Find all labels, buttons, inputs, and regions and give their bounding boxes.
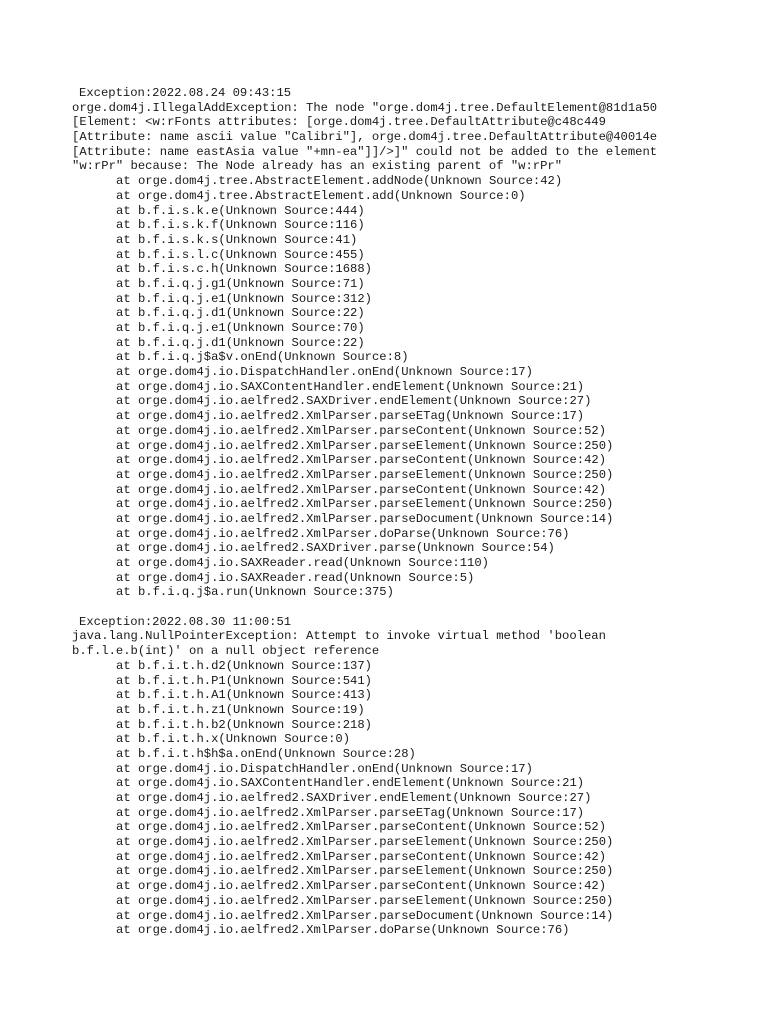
exception-message-line: [Attribute: name ascii value "Calibri"], orge.dom4j.tree.DefaultAttribute@40014e — [72, 130, 658, 145]
stack-frame: at orge.dom4j.io.aelfred2.XmlParser.parseETag(Unknown Source:17) — [116, 409, 585, 424]
stack-frame: at b.f.i.s.c.h(Unknown Source:1688) — [116, 262, 372, 277]
stack-frame: at orge.dom4j.io.aelfred2.XmlParser.parseContent(Unknown Source:42) — [116, 849, 607, 864]
stack-frame: at b.f.i.t.h.b2(Unknown Source:218) — [116, 717, 372, 732]
stack-frame: at orge.dom4j.io.aelfred2.SAXDriver.endElement(Unknown Source:27) — [116, 394, 592, 409]
stack-frame: at orge.dom4j.io.aelfred2.XmlParser.parseContent(Unknown Source:42) — [116, 482, 607, 497]
exception-message-line: b.f.l.e.b(int)' on a null object reference — [72, 644, 380, 659]
stack-frame: at orge.dom4j.io.aelfred2.XmlParser.parseETag(Unknown Source:17) — [116, 805, 585, 820]
exception-header: Exception:2022.08.24 09:43:15 — [79, 86, 292, 100]
stack-frame: at orge.dom4j.io.aelfred2.XmlParser.parseDocument(Unknown Source:14) — [116, 908, 614, 923]
stack-frame: at b.f.i.q.j.g1(Unknown Source:71) — [116, 276, 365, 291]
stack-frame: at b.f.i.q.j.e1(Unknown Source:312) — [116, 291, 372, 306]
stack-frame: at orge.dom4j.io.SAXReader.read(Unknown Source:5) — [116, 570, 475, 585]
stack-frame: at b.f.i.s.k.e(Unknown Source:444) — [116, 203, 365, 218]
stack-frame: at orge.dom4j.io.SAXContentHandler.endElement(Unknown Source:21) — [116, 776, 585, 791]
stack-frame: at orge.dom4j.io.aelfred2.XmlParser.doParse(Unknown Source:76) — [116, 526, 570, 541]
stack-frame: at orge.dom4j.io.SAXReader.read(Unknown Source:110) — [116, 556, 489, 570]
stack-frame: at orge.dom4j.io.aelfred2.XmlParser.parseElement(Unknown Source:250) — [116, 835, 614, 850]
exception-message-line: [Element: <w:rFonts attributes: [orge.dom4j.tree.DefaultAttribute@c48c449 — [72, 115, 606, 130]
stack-frame: at b.f.i.q.j$a.run(Unknown Source:375) — [116, 585, 394, 600]
stack-frame: at b.f.i.q.j.d1(Unknown Source:22) — [116, 335, 365, 350]
exception-log — [72, 86, 762, 938]
stack-frame: at orge.dom4j.tree.AbstractElement.add(Unknown Source:0) — [116, 188, 526, 203]
stack-frame: at orge.dom4j.io.DispatchHandler.onEnd(Unknown Source:17) — [116, 365, 533, 380]
exception-message-line: java.lang.NullPointerException: Attempt to invoke virtual method 'boolean — [72, 629, 606, 644]
stack-frame: at b.f.i.t.h.z1(Unknown Source:19) — [116, 702, 365, 717]
exception-message-line: orge.dom4j.IllegalAddException: The node "orge.dom4j.tree.DefaultElement@81d1a50 — [72, 100, 658, 115]
stack-frame: at orge.dom4j.io.aelfred2.SAXDriver.parse(Unknown Source:54) — [116, 541, 555, 556]
stack-frame: at orge.dom4j.io.aelfred2.XmlParser.parseContent(Unknown Source:52) — [116, 820, 607, 835]
exception-message-line: "w:rPr" because: The Node already has an existing parent of "w:rPr" — [72, 159, 563, 174]
exception-block — [72, 86, 762, 600]
stack-frame: at b.f.i.t.h.d2(Unknown Source:137) — [116, 658, 372, 673]
stack-frame: at b.f.i.t.h.A1(Unknown Source:413) — [116, 688, 372, 703]
stack-frame: at b.f.i.t.h.x(Unknown Source:0) — [116, 732, 351, 747]
exception-header: Exception:2022.08.30 11:00:51 — [79, 614, 292, 629]
stack-frame: at orge.dom4j.io.aelfred2.XmlParser.parseContent(Unknown Source:42) — [116, 879, 607, 894]
stack-frame: at orge.dom4j.io.SAXContentHandler.endElement(Unknown Source:21) — [116, 379, 585, 394]
stack-frame: at b.f.i.t.h.P1(Unknown Source:541) — [116, 673, 372, 688]
stack-frame: at b.f.i.q.j$a$v.onEnd(Unknown Source:8) — [116, 350, 409, 365]
stack-frame: at orge.dom4j.io.aelfred2.XmlParser.doParse(Unknown Source:76) — [116, 923, 570, 938]
stack-frame: at b.f.i.s.l.c(Unknown Source:455) — [116, 247, 365, 262]
stack-frame: at b.f.i.s.k.f(Unknown Source:116) — [116, 218, 365, 233]
stack-frame: at orge.dom4j.io.aelfred2.XmlParser.parseContent(Unknown Source:52) — [116, 423, 607, 438]
stack-frame: at orge.dom4j.tree.AbstractElement.addNode(Unknown Source:42) — [116, 174, 563, 189]
stack-frame: at orge.dom4j.io.DispatchHandler.onEnd(Unknown Source:17) — [116, 761, 533, 776]
stack-frame: at orge.dom4j.io.aelfred2.XmlParser.parseElement(Unknown Source:250) — [116, 467, 614, 482]
stack-frame: at orge.dom4j.io.aelfred2.SAXDriver.endElement(Unknown Source:27) — [116, 791, 592, 805]
stack-frame: at orge.dom4j.io.aelfred2.XmlParser.parseElement(Unknown Source:250) — [116, 438, 614, 453]
stack-frame: at b.f.i.t.h$h$a.onEnd(Unknown Source:28) — [116, 746, 416, 761]
stack-frame: at b.f.i.s.k.s(Unknown Source:41) — [116, 232, 358, 247]
block-separator — [72, 600, 762, 615]
stack-frame: at orge.dom4j.io.aelfred2.XmlParser.parseElement(Unknown Source:250) — [116, 497, 614, 512]
stack-frame: at b.f.i.q.j.d1(Unknown Source:22) — [116, 306, 365, 321]
stack-frame: at orge.dom4j.io.aelfred2.XmlParser.parseContent(Unknown Source:42) — [116, 453, 607, 468]
stack-frame: at orge.dom4j.io.aelfred2.XmlParser.parseElement(Unknown Source:250) — [116, 864, 614, 879]
exception-message-line: [Attribute: name eastAsia value "+mn-ea"]]/>]" could not be added to the element — [72, 144, 658, 159]
exception-block — [72, 615, 762, 938]
stack-frame: at orge.dom4j.io.aelfred2.XmlParser.parseElement(Unknown Source:250) — [116, 893, 614, 908]
stack-frame: at orge.dom4j.io.aelfred2.XmlParser.parseDocument(Unknown Source:14) — [116, 511, 614, 526]
stack-frame: at b.f.i.q.j.e1(Unknown Source:70) — [116, 321, 365, 335]
